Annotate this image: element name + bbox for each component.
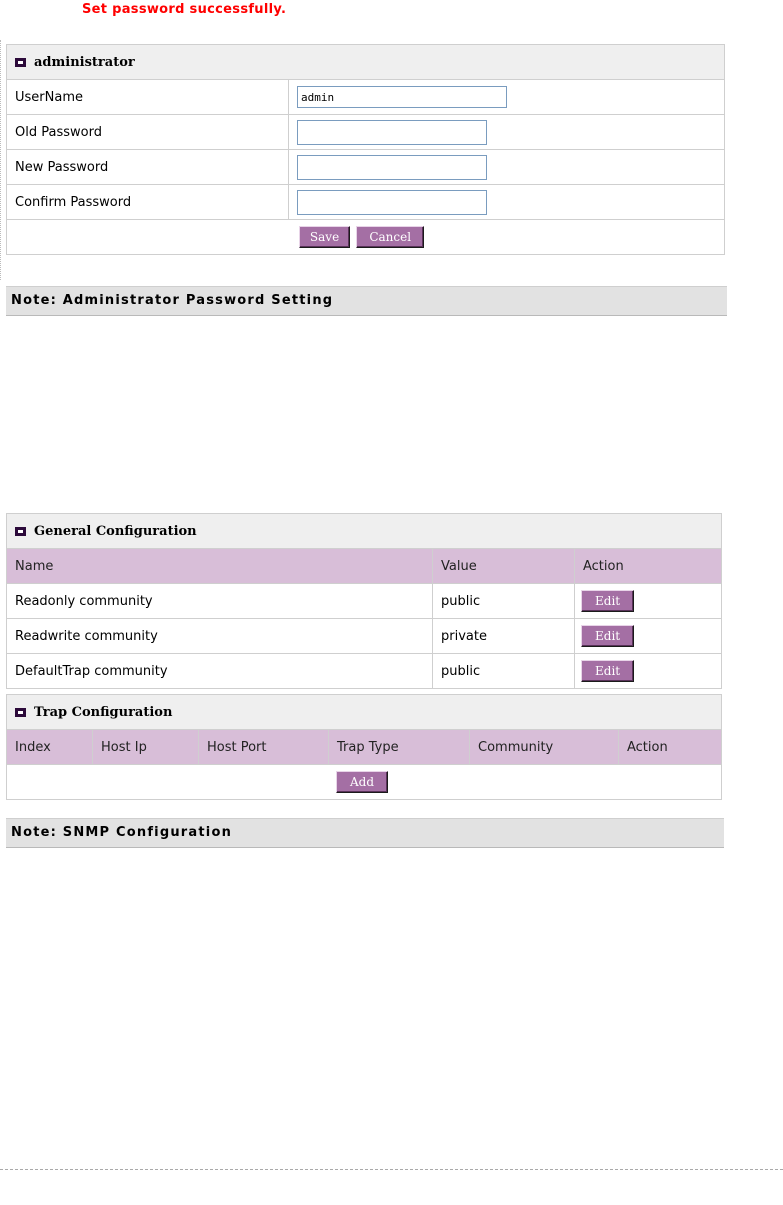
trap-actions (7, 765, 722, 800)
table-row (7, 619, 722, 654)
column-header-community: Community (470, 730, 619, 765)
username-label: UserName (7, 80, 289, 115)
community-value: public (433, 584, 575, 619)
general-config-title: General Configuration (34, 523, 197, 539)
admin-note: Note: Administrator Password Setting (6, 286, 727, 316)
community-value: private (433, 619, 575, 654)
column-header-value: Value (433, 549, 575, 584)
left-divider (0, 40, 1, 280)
trap-config-title: Trap Configuration (34, 704, 173, 720)
trap-config-panel (6, 694, 722, 800)
trap-config-header (7, 695, 722, 730)
column-header-action: Action (575, 549, 722, 584)
new-password-input[interactable] (297, 155, 487, 180)
add-trap-button[interactable]: Add (336, 771, 388, 793)
community-name: Readwrite community (7, 619, 433, 654)
community-name: DefaultTrap community (7, 654, 433, 689)
edit-defaulttrap-button[interactable]: Edit (581, 660, 634, 682)
community-value: public (433, 654, 575, 689)
column-header-trap-type: Trap Type (329, 730, 470, 765)
username-input[interactable] (297, 86, 507, 108)
administrator-title: administrator (34, 54, 135, 70)
administrator-table (6, 44, 725, 255)
administrator-header (7, 45, 725, 80)
general-config-table (6, 513, 722, 689)
confirm-password-label: Confirm Password (7, 185, 289, 220)
cancel-button[interactable]: Cancel (356, 226, 424, 248)
save-button[interactable]: Save (299, 226, 350, 248)
confirm-password-input[interactable] (297, 190, 487, 215)
column-header-action: Action (619, 730, 722, 765)
column-header-host-ip: Host Ip (93, 730, 199, 765)
old-password-label: Old Password (7, 115, 289, 150)
new-password-label: New Password (7, 150, 289, 185)
edit-readwrite-button[interactable]: Edit (581, 625, 634, 647)
trap-config-table (6, 694, 722, 800)
table-row (7, 584, 722, 619)
general-config-panel (6, 513, 722, 689)
administrator-panel (6, 44, 725, 255)
old-password-input[interactable] (297, 120, 487, 145)
column-header-index: Index (7, 730, 93, 765)
admin-actions (7, 220, 725, 255)
column-header-host-port: Host Port (199, 730, 329, 765)
snmp-note: Note: SNMP Configuration (6, 818, 724, 848)
community-name: Readonly community (7, 584, 433, 619)
column-header-name: Name (7, 549, 433, 584)
section-icon (15, 58, 26, 67)
status-message: Set password successfully. (82, 2, 287, 17)
footer-divider (0, 1169, 783, 1170)
section-icon (15, 708, 26, 717)
general-config-header (7, 514, 722, 549)
section-icon (15, 527, 26, 536)
table-row (7, 654, 722, 689)
edit-readonly-button[interactable]: Edit (581, 590, 634, 612)
